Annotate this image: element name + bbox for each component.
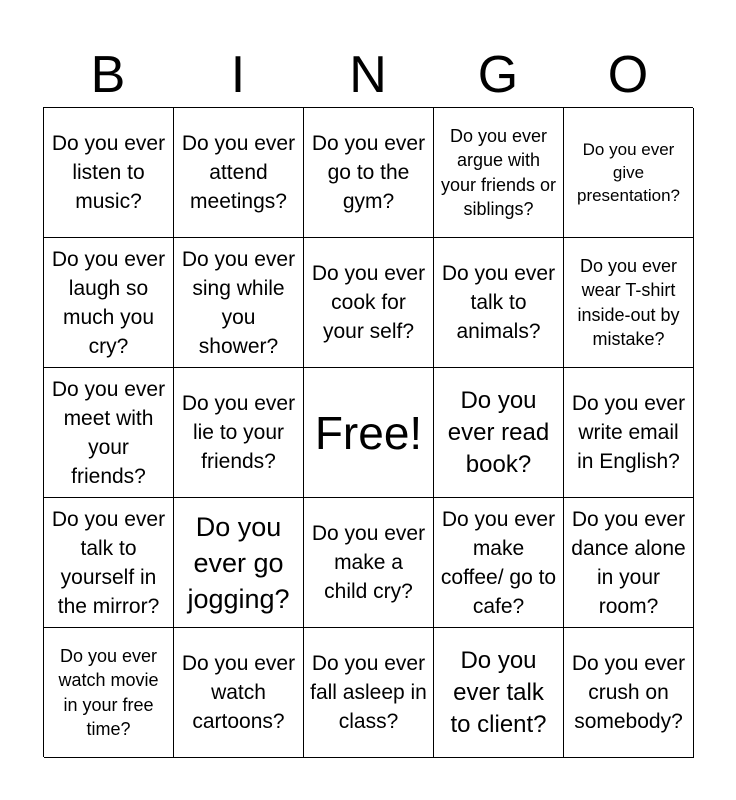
cell-text: Do you ever talk to client?: [450, 646, 547, 738]
cell-text: Do you ever cook for your self?: [311, 262, 426, 343]
header-letter-g: G: [477, 46, 519, 104]
bingo-cell-i1[interactable]: [174, 108, 304, 238]
bingo-cell-b4[interactable]: [44, 498, 174, 628]
cell-text: Do you ever talk to animals?: [441, 262, 556, 343]
bingo-cell-o2[interactable]: [564, 238, 694, 368]
bingo-cell-o1[interactable]: [564, 108, 694, 238]
bingo-cell-n5[interactable]: [304, 628, 434, 758]
free-space-text: Free!: [314, 406, 423, 459]
cell-text: Do you ever laugh so much you cry?: [51, 247, 166, 358]
cell-text: Do you ever dance alone in your room?: [571, 507, 686, 618]
bingo-cell-g5[interactable]: [434, 628, 564, 758]
bingo-cell-g4[interactable]: [434, 498, 564, 628]
cell-text: Do you ever wear T-shirt inside-out by mistake?: [577, 255, 680, 349]
cell-text: Do you ever talk to yourself in the mirror?: [51, 507, 166, 618]
bingo-cell-b3[interactable]: [44, 368, 174, 498]
header-letter-o: O: [607, 46, 649, 104]
header-letter-b: B: [90, 46, 126, 104]
cell-text: Do you ever crush on somebody?: [571, 652, 686, 733]
cell-text: Do you ever write email in English?: [571, 392, 686, 473]
bingo-cell-g2[interactable]: [434, 238, 564, 368]
bingo-cell-g1[interactable]: [434, 108, 564, 238]
cell-text: Do you ever fall asleep in class?: [310, 652, 427, 733]
bingo-cell-g3[interactable]: [434, 368, 564, 498]
bingo-cell-b5[interactable]: [44, 628, 174, 758]
cell-text: Do you ever sing while you shower?: [181, 247, 296, 358]
cell-text: Do you ever argue with your friends or siblings?: [440, 125, 557, 219]
bingo-cell-b1[interactable]: [44, 108, 174, 238]
bingo-cell-free[interactable]: [304, 368, 434, 498]
bingo-cell-o5[interactable]: [564, 628, 694, 758]
cell-text: Do you ever make a child cry?: [311, 522, 426, 603]
cell-text: Do you ever meet with your friends?: [51, 377, 166, 488]
bingo-cell-o4[interactable]: [564, 498, 694, 628]
cell-text: Do you ever watch cartoons?: [181, 652, 296, 733]
bingo-cell-n1[interactable]: [304, 108, 434, 238]
header-letter-n: N: [349, 46, 387, 104]
cell-text: Do you ever go to the gym?: [311, 132, 426, 213]
bingo-cell-i5[interactable]: [174, 628, 304, 758]
bingo-cell-i2[interactable]: [174, 238, 304, 368]
header-letter-i: I: [230, 46, 246, 104]
cell-text: Do you ever lie to your friends?: [181, 392, 296, 473]
bingo-cell-n4[interactable]: [304, 498, 434, 628]
bingo-cell-o3[interactable]: [564, 368, 694, 498]
bingo-cell-i3[interactable]: [174, 368, 304, 498]
bingo-cell-i4[interactable]: [174, 498, 304, 628]
cell-text: Do you ever listen to music?: [51, 132, 166, 213]
cell-text: Do you ever attend meetings?: [181, 132, 296, 213]
cell-text: Do you ever make coffee/ go to cafe?: [440, 507, 557, 618]
cell-text: Do you ever read book?: [447, 386, 550, 478]
bingo-cell-b2[interactable]: [44, 238, 174, 368]
cell-text: Do you ever watch movie in your free time?: [58, 645, 159, 739]
cell-text: Do you ever go jogging?: [187, 511, 290, 614]
cell-text: Do you ever give presentation?: [576, 140, 681, 205]
bingo-cell-n2[interactable]: [304, 238, 434, 368]
bingo-header: [43, 44, 693, 106]
bingo-card-grid: [43, 107, 693, 757]
